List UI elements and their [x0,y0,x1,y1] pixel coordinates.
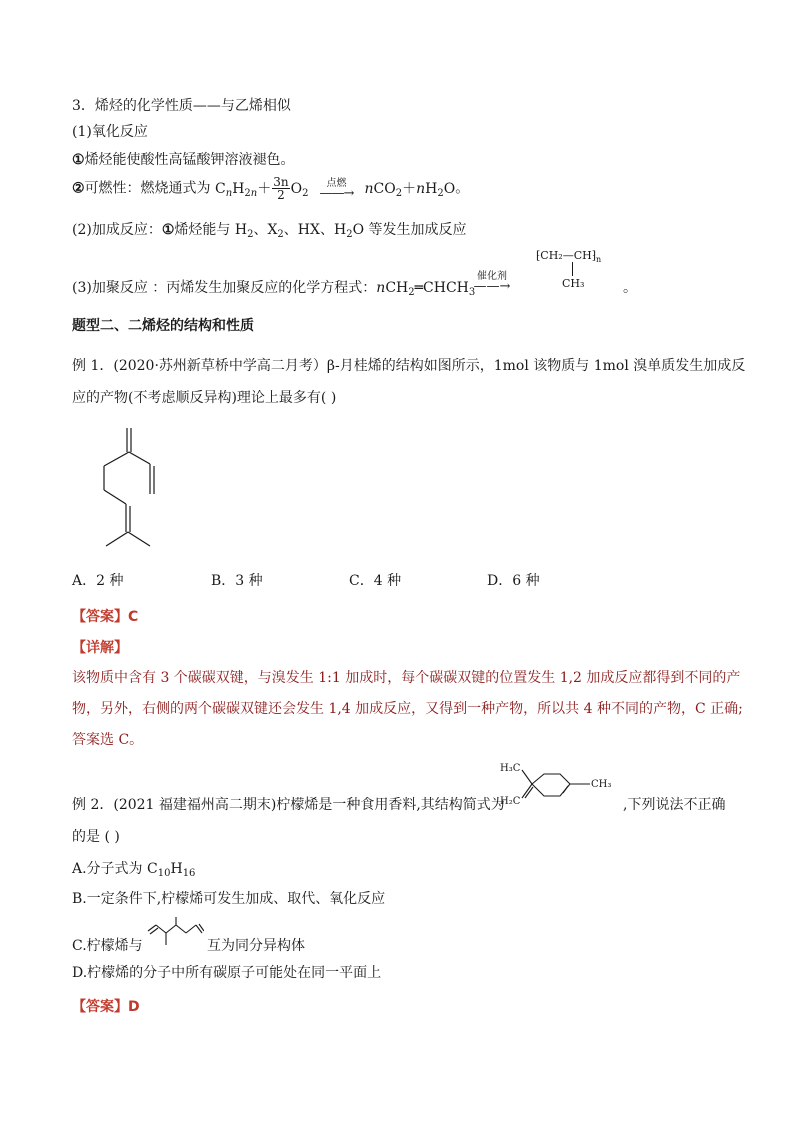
example1-option-b: B．3 种 [211,573,263,589]
example1-answer [72,606,138,626]
limonene-h3c-label: H₃C [500,763,521,774]
answer-value: D [128,999,140,1015]
example1-option-a: A．2 种 [72,573,124,589]
example1-option-c: C．4 种 [349,573,402,589]
limonene-h2c-label: H₂C [500,796,521,807]
type2-heading: 题型二、二烯烃的结构和性质 [72,318,254,334]
polymer-n-subscript: n [596,255,602,264]
addition-heading: (2)加成反应： [72,222,162,238]
example1-detail-line2: 物，另外，右侧的两个碳碳双键还会发生 1,4 加成反应，又得到一种产物，所以共 4 种不同的产物，C 正确; [72,701,743,717]
addition-text: 烯烃能与 $H_2$、$X_2$、HX、$H_2O$ 等发生加成反应 [174,222,467,240]
example1-detail-line1: 该物质中含有 3 个碳碳双键，与溴发生 1:1 加成时，每个碳碳双键的位置发生 1,2 加成反应都得到不同的产 [72,670,741,686]
example1-detail-line3: 答案选 C。 [72,732,144,748]
example1-stem-line2: 应的产物(不考虑顺反异构)理论上最多有( ) [72,390,337,406]
polymer-end: 。 [623,280,637,296]
fraction-3n-over-2 [272,176,289,201]
fraction-numerator: 3n [273,175,289,189]
polymer-heading: (3)加聚反应 ：丙烯发生加聚反应的化学方程式： [72,280,377,296]
example2-option-c-suffix: 互为同分异构体 [207,938,305,954]
polymer-branch: CH₃ [562,277,585,290]
answer-label: 【答案】 [72,609,128,625]
catalyst-label: 催化剂 [477,271,507,282]
polymer-product-chain: $⁅CH_2—CH⁆_n$ [536,249,602,264]
example2-stem-line1b: ,下列说法不正确 [623,797,726,813]
example2-option-c-prefix: C.柠檬烯与 [72,938,143,954]
arrow-condition-label: 点燃 [326,178,347,189]
isomer-structure [146,915,204,949]
example2-option-d: D.柠檬烯的分子中所有碳原子可能处在同一平面上 [72,965,382,981]
myrcene-structure [90,420,170,560]
circled-one-marker: ① [72,152,85,168]
example2-answer [72,996,140,1016]
example2-stem-line2: 的是 ( ) [72,829,120,845]
polymer-reactant: $nCH_2═CHCH_3$ [376,280,476,298]
fraction-denominator: 2 [277,188,285,202]
oxidation-item-2-text: 可燃性：燃烧通式为 [84,180,211,197]
oxidation-heading: (1)氧化反应 [72,124,148,140]
reaction-arrow-ignite: 点燃 ——→ [308,178,364,199]
limonene-structure [518,762,594,808]
combustion-equation: $C_nH_{2n}+$ $\frac{3n}{2}$ $O_2$ 点燃 ——→ $nCO_2+nH_2O$ [215,175,456,202]
addition-item [72,221,467,239]
polymer-branch-bond [572,262,573,276]
section3-title: 3．烯烃的化学性质——与乙烯相似 [72,98,291,114]
answer-label: 【答案】 [72,999,128,1015]
limonene-ch3-label: CH₃ [591,779,612,790]
polymer-item [72,279,475,297]
oxidation-item-1 [72,151,295,169]
circled-two-marker: ② [72,180,85,197]
example1-option-d: D．6 种 [487,573,540,589]
oxidation-item-2 [72,176,469,201]
example2-stem-line1a: 例 2．(2021 福建福州高二期末)柠檬烯是一种食用香料,其结构简式为 [72,797,505,813]
circled-one-marker: ① [161,222,175,238]
example2-option-a: A.分子式为 $C_{10}H_{16}$ [72,861,196,879]
answer-value: C [128,609,139,625]
example1-stem-line1: 例 1．(2020·苏州新草桥中学高二月考）β-月桂烯的结构如图所示，1mol 该物质与 1mol 溴单质发生加成反 [72,358,746,374]
sentence-end: 。 [455,180,470,197]
example2-option-b: B.一定条件下,柠檬烯可发生加成、取代、氧化反应 [72,891,386,907]
reaction-arrow-catalyst: 催化剂 ——→ [464,271,520,292]
example1-detail-label: 【详解】 [72,640,128,656]
oxidation-item-1-text: 烯烃能使酸性高锰酸钾溶液褪色。 [84,152,295,168]
